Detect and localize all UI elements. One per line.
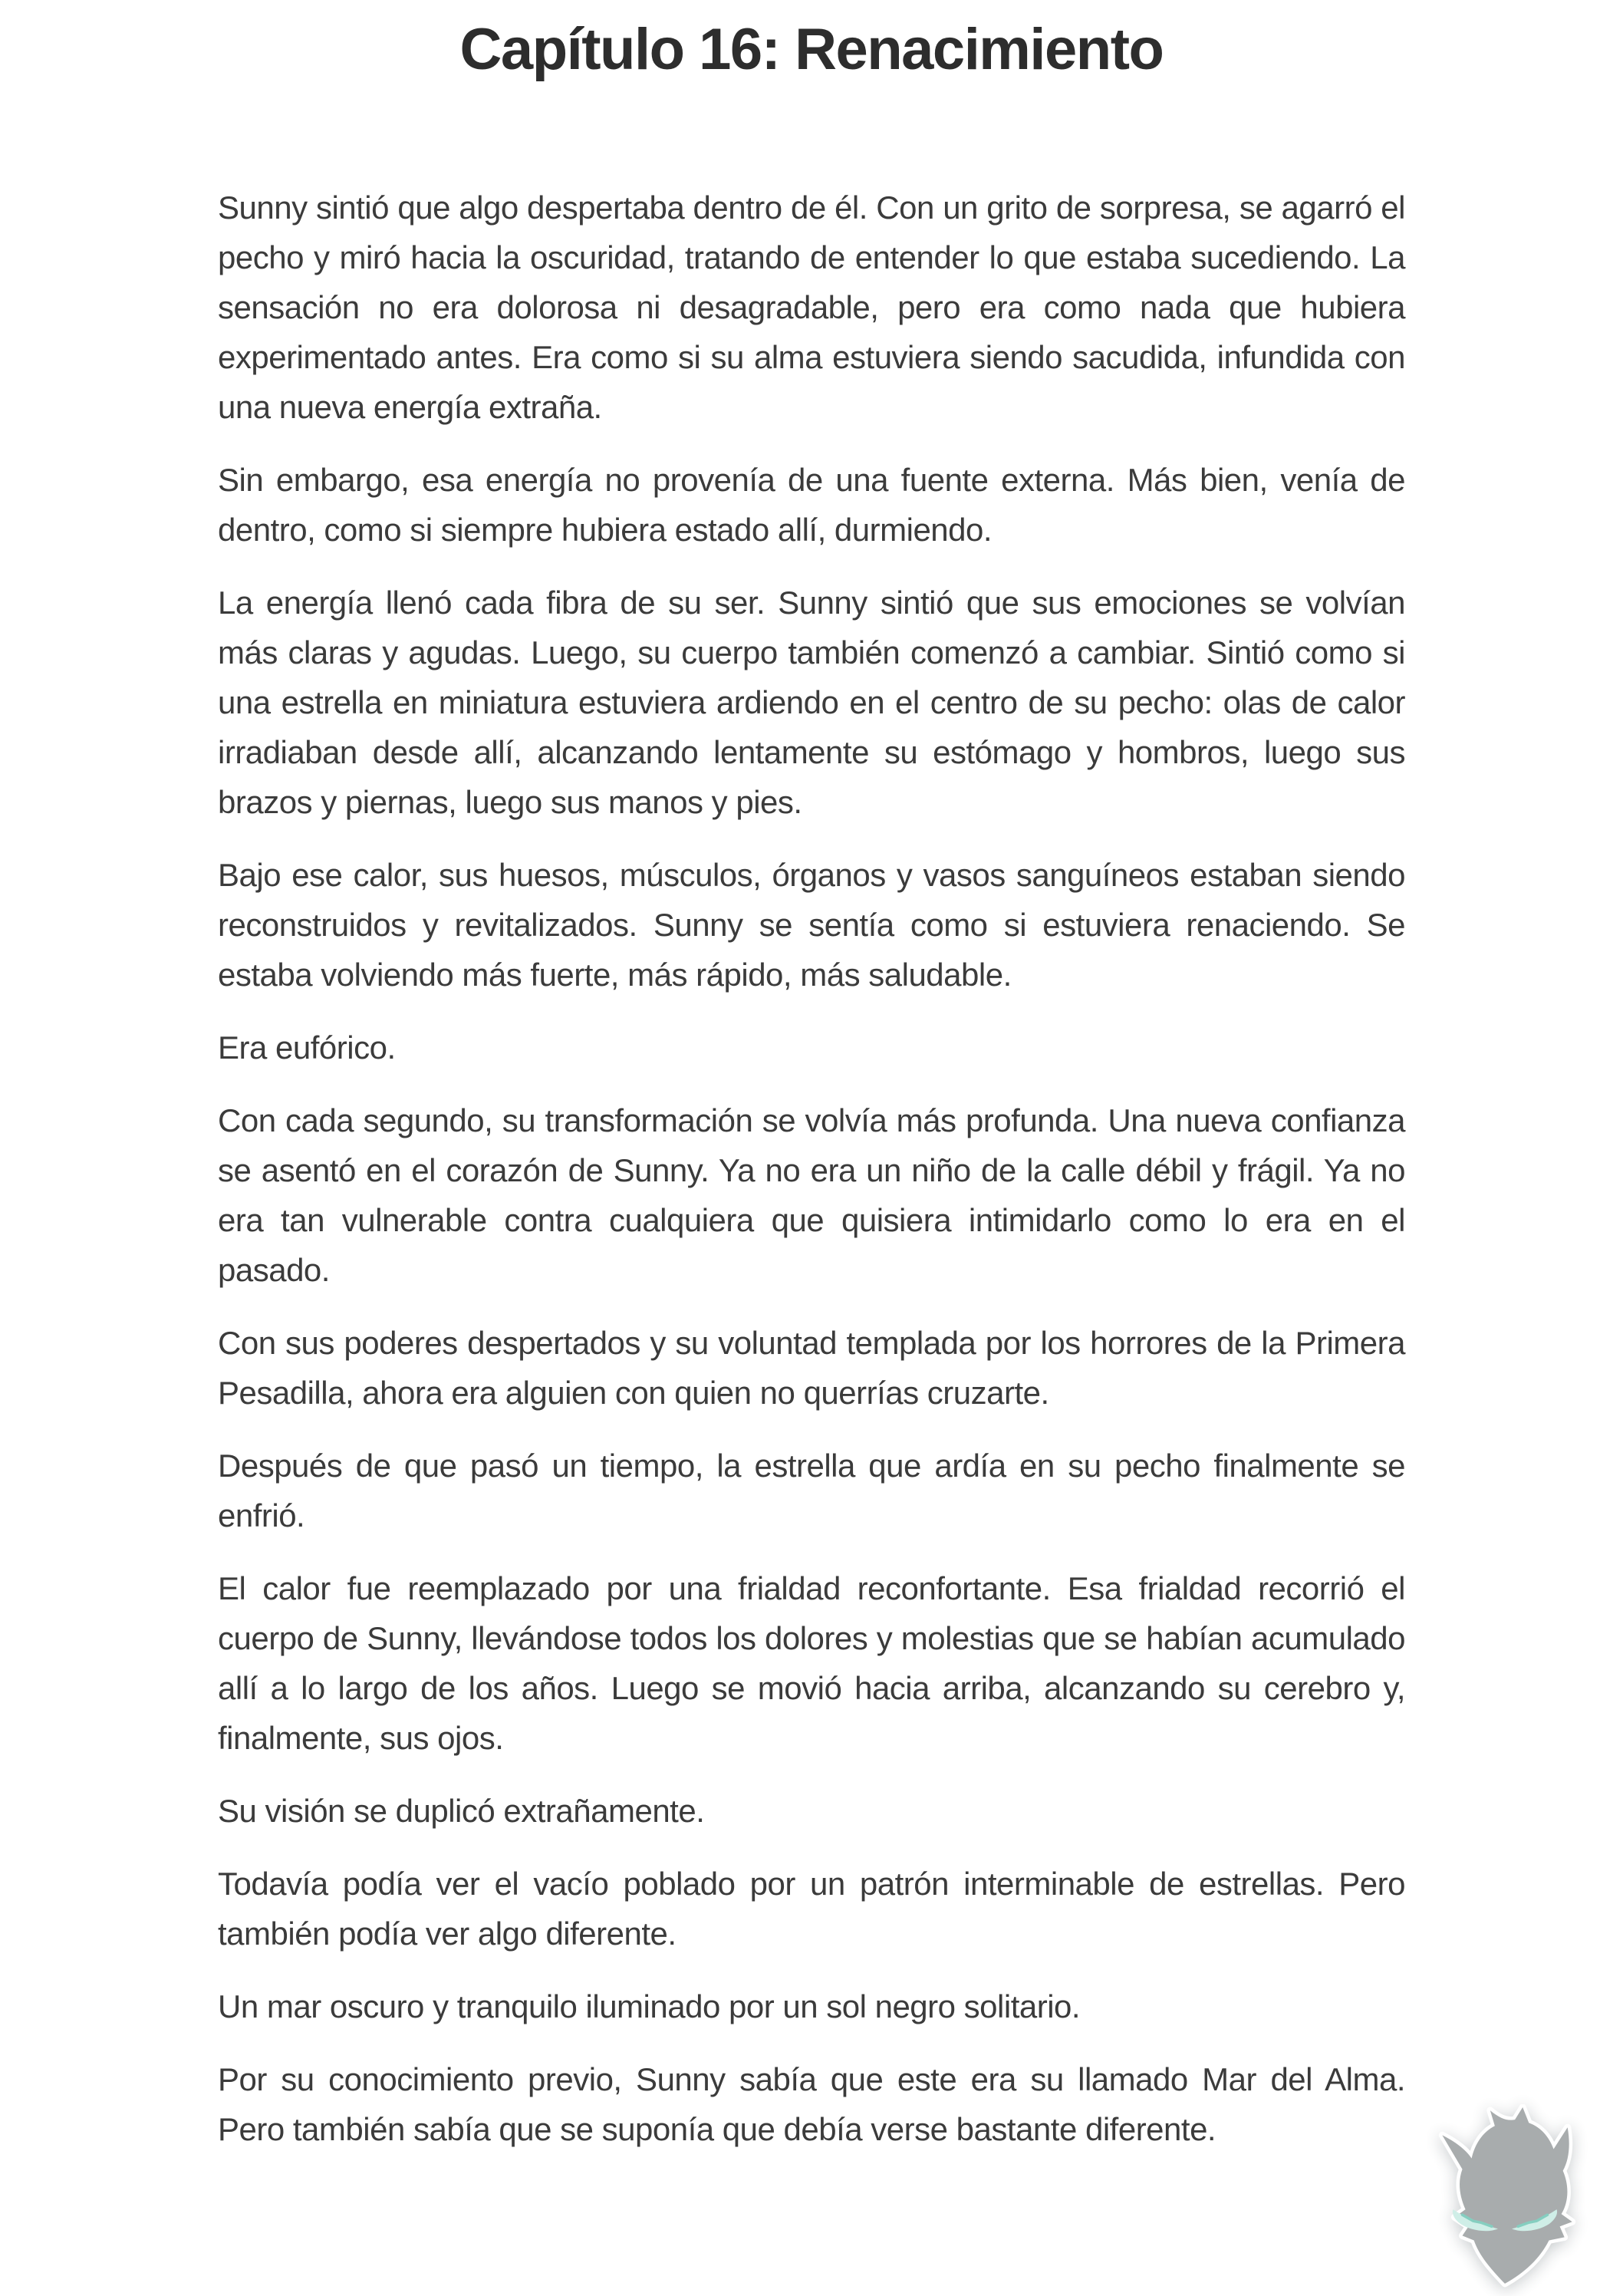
paragraph: Bajo ese calor, sus huesos, músculos, órganos y vasos sanguíneos estaban siendo reconstruidos y revitalizados. Sunny se sentía como si estuviera renaciendo. Se estaba volviendo más fuerte, más rápido, más saludable. <box>218 857 1405 993</box>
demon-head-silhouette <box>1442 2107 1572 2284</box>
paragraph: Un mar oscuro y tranquilo iluminado por un sol negro solitario. <box>218 1988 1081 2024</box>
translator-watermark <box>1431 2104 1579 2290</box>
chapter-title: Capítulo 16: Renacimiento <box>459 17 1164 82</box>
paragraph: Era eufórico. <box>218 1029 396 1066</box>
demon-head-icon <box>1431 2104 1579 2290</box>
paragraph: Sin embargo, esa energía no provenía de una fuente externa. Más bien, venía de dentro, como si siempre hubiera estado allí, durmiendo. <box>218 462 1405 548</box>
paragraph: Todavía podía ver el vacío poblado por un patrón interminable de estrellas. Pero también podía ver algo diferente. <box>218 1866 1405 1952</box>
paragraph: Sunny sintió que algo despertaba dentro de él. Con un grito de sorpresa, se agarró el pecho y miró hacia la oscuridad, tratando de entender lo que estaba sucediendo. La sensación no era dolorosa ni desagradable, pero era como nada que hubiera experimentado antes. Era como si su alma estuviera siendo sacudida, infundida con una nueva energía extraña. <box>218 189 1405 425</box>
paragraph: Con cada segundo, su transformación se volvía más profunda. Una nueva confianza se asentó en el corazón de Sunny. Ya no era un niño de la calle débil y frágil. Ya no era tan vulnerable contra cualquiera que quisiera intimidarlo como lo era en el pasado. <box>218 1102 1405 1288</box>
paragraph: Por su conocimiento previo, Sunny sabía que este era su llamado Mar del Alma. Pero también sabía que se suponía que debía verse bastante diferente. <box>218 2061 1405 2147</box>
chapter-body <box>218 183 1405 2154</box>
paragraph: Su visión se duplicó extrañamente. <box>218 1793 705 1829</box>
paragraph: Con sus poderes despertados y su voluntad templada por los horrores de la Primera Pesadilla, ahora era alguien con quien no querrías cruzarte. <box>218 1325 1405 1411</box>
paragraph: Después de que pasó un tiempo, la estrella que ardía en su pecho finalmente se enfrió. <box>218 1448 1405 1533</box>
paragraph: La energía llenó cada fibra de su ser. Sunny sintió que sus emociones se volvían más claras y agudas. Luego, su cuerpo también comenzó a cambiar. Sintió como si una estrella en miniatura estuviera ardiendo en el centro de su pecho: olas de calor irradiaban desde allí, alcanzando lentamente su estómago y hombros, luego sus brazos y piernas, luego sus manos y pies. <box>218 585 1405 820</box>
paragraph: El calor fue reemplazado por una frialdad reconfortante. Esa frialdad recorrió el cuerpo de Sunny, llevándose todos los dolores y molestias que se habían acumulado allí a lo largo de los años. Luego se movió hacia arriba, alcanzando su cerebro y, finalmente, sus ojos. <box>218 1570 1405 1756</box>
